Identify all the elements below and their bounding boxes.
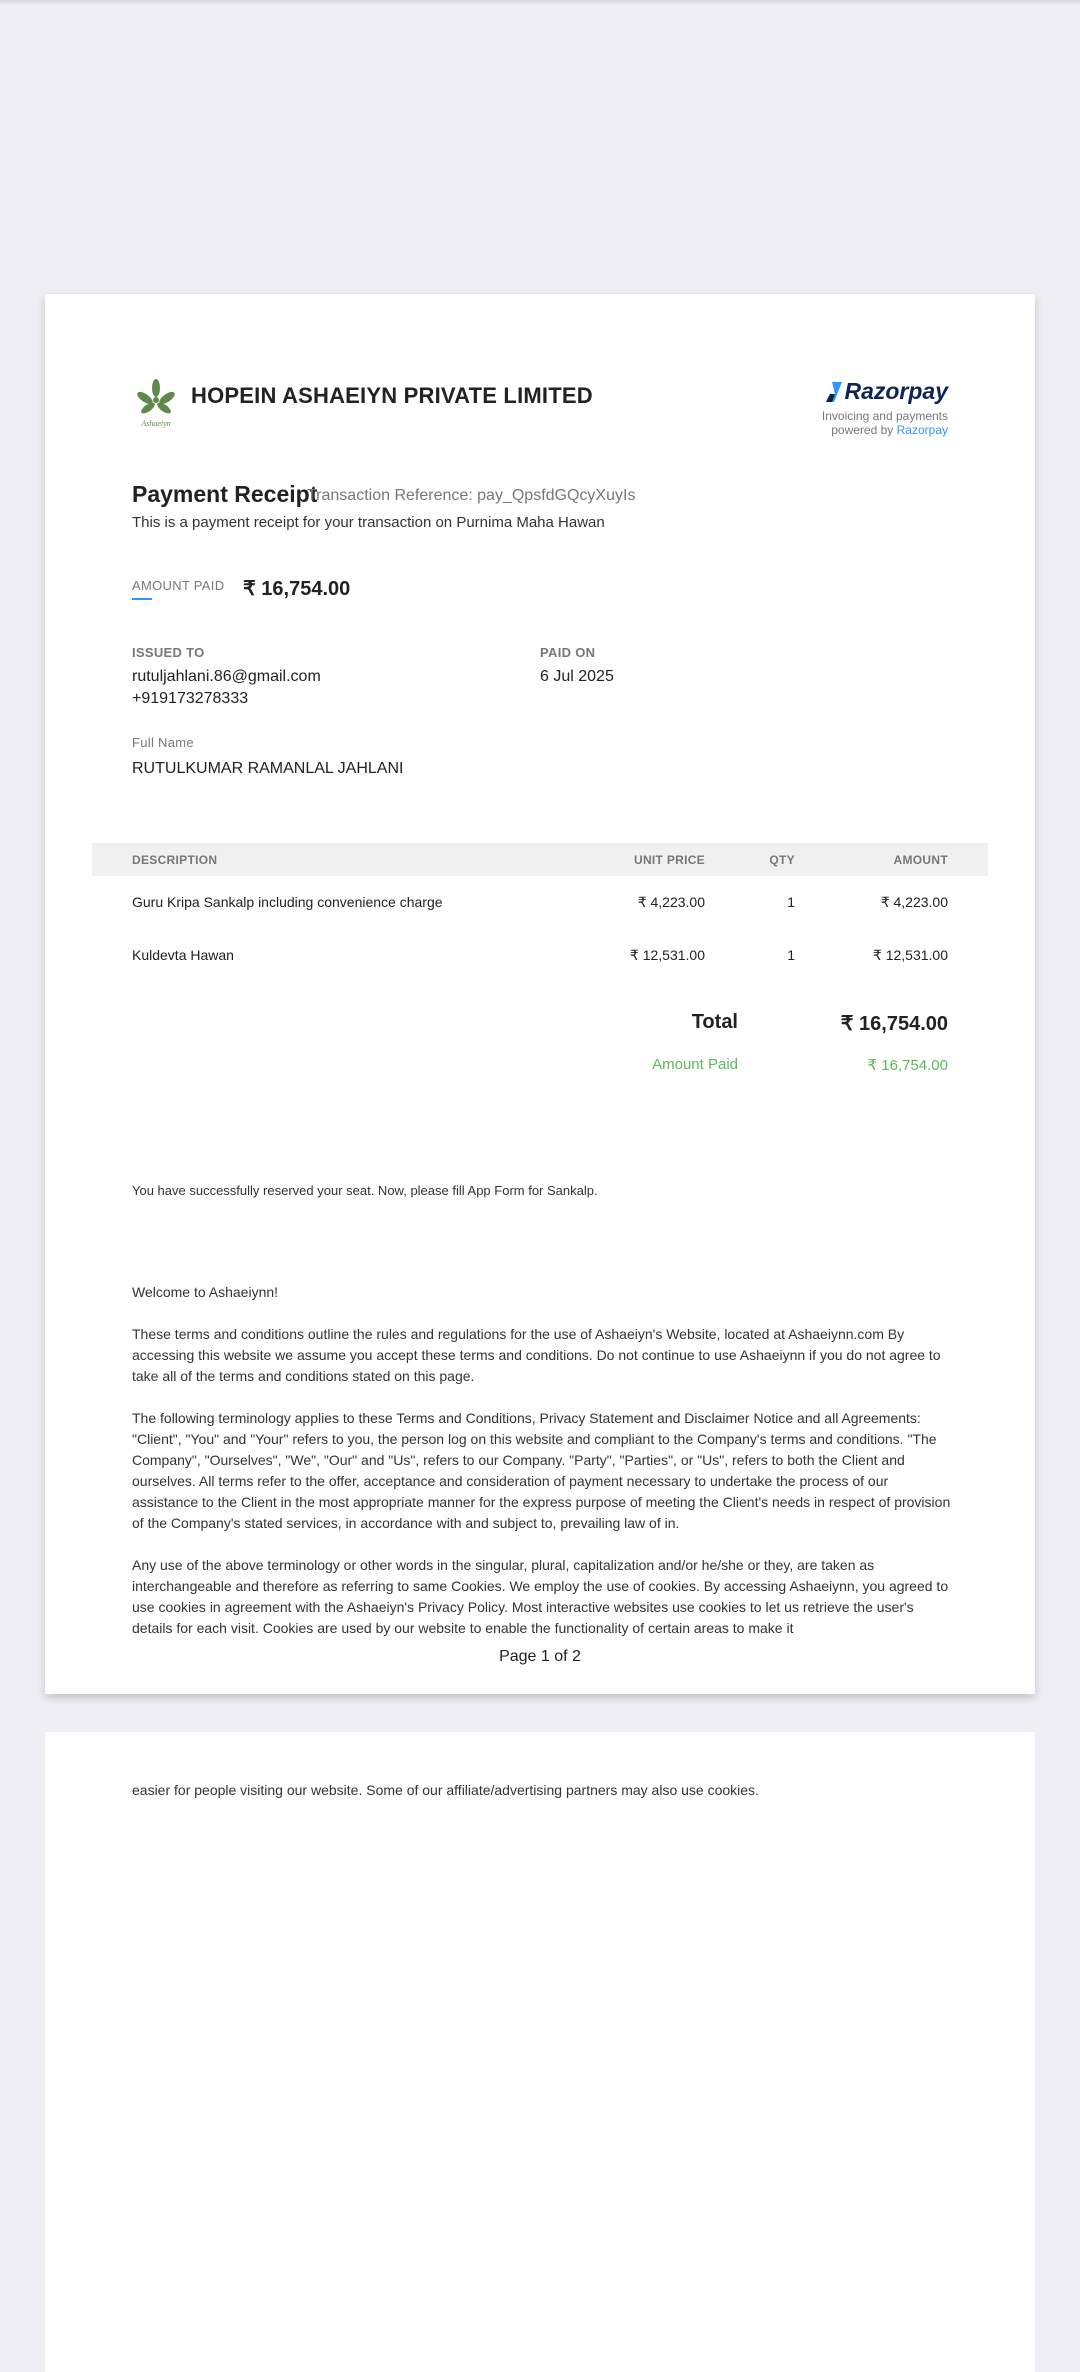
col-description-header: DESCRIPTION (132, 853, 218, 867)
transaction-reference: Transaction Reference: pay_QpsfdGQcyXuyIs (307, 487, 636, 504)
row-description: Guru Kripa Sankalp including convenience charge (132, 894, 443, 910)
razorpay-tagline (822, 409, 948, 437)
amount-paid-value: ₹ 16,754.00 (243, 578, 351, 600)
receipt-page-2 (45, 1732, 1035, 2372)
merchant-logo (133, 378, 179, 430)
company-name: HOPEIN ASHAEIYN PRIVATE LIMITED (191, 383, 593, 408)
reservation-note: You have successfully reserved your seat. Now, please fill App Form for Sankalp. (132, 1183, 598, 1198)
tagline-prefix: powered by (831, 423, 894, 437)
issued-to-phone: +919173278333 (132, 690, 249, 707)
row-unit-price: ₹ 12,531.00 (629, 947, 705, 963)
terms-welcome: Welcome to Ashaeiynn! (132, 1284, 279, 1300)
row-qty: 1 (787, 894, 795, 910)
issued-to-label: ISSUED TO (132, 645, 205, 660)
issued-to-email: rutuljahlani.86@gmail.com (132, 668, 321, 685)
row-description: Kuldevta Hawan (132, 947, 234, 963)
amount-paid-label: AMOUNT PAID (132, 578, 225, 593)
table-header (92, 843, 988, 876)
terms-paragraph-3: Any use of the above terminology or other words in the singular, plural, capitalization and/or he/she or they, are taken as interchangeable and therefore as referring to same Cookies. We employ the use of cookies. By accessing Ashaeiynn, you agreed to use cookies in agreement with the Ashaeiyn's Privacy Policy. Most interactive websites use cookies to let us retrieve the user's details for each visit. Cookies are used by our website to enable the functionality of certain areas to make it (132, 1557, 949, 1636)
full-name-value: RUTULKUMAR RAMANLAL JAHLANI (132, 760, 404, 777)
leaf-logo-icon (133, 378, 179, 430)
row-amount: ₹ 12,531.00 (872, 947, 948, 963)
paid-on-value: 6 Jul 2025 (540, 668, 614, 685)
terms-paragraph-2: The following terminology applies to these Terms and Conditions, Privacy Statement and Disclaimer Notice and all Agreements: "Client", "You" and "Your" refers to you, the person log on this website and compliant to the Company's terms and conditions. "The Company", "Ourselves", "We", "Our" and "Us", refers to our Company. "Party", "Parties", or "Us", refers to both the Client and ourselves. All terms refer to the offer, acceptance and consideration of payment necessary to undertake the process of our assistance to the Client in the most appropriate manner for the express purpose of meeting the Client's needs in respect of provision of the Company's stated services, in accordance with and subject to, prevailing law of in. (132, 1410, 951, 1531)
row-unit-price: ₹ 4,223.00 (637, 894, 705, 910)
receipt-description: This is a payment receipt for your transaction on Purnima Maha Hawan (132, 514, 605, 531)
razorpay-mark-icon (826, 382, 842, 402)
tagline-line2 (822, 423, 948, 437)
page-title: Payment Receipt (132, 481, 318, 507)
razorpay-branding (822, 378, 948, 437)
terms-paragraph-3-continued: easier for people visiting our website. Some of our affiliate/advertising partners may also use cookies. (132, 1782, 759, 1798)
razorpay-wordmark: Razorpay (844, 378, 948, 404)
page-number: Page 1 of 2 (499, 1648, 581, 1665)
full-name-label: Full Name (132, 735, 194, 750)
razorpay-logo (822, 378, 948, 405)
total-value: ₹ 16,754.00 (840, 1013, 948, 1035)
row-amount: ₹ 4,223.00 (880, 894, 948, 910)
total-label: Total (691, 1011, 738, 1033)
terms-paragraph-1: These terms and conditions outline the rules and regulations for the use of Ashaeiyn's Website, located at Ashaeiynn.com By accessing this website we assume you accept these terms and conditions. Do not continue to use Ashaeiynn if you do not agree to take all of the terms and conditions stated on this page. (132, 1326, 941, 1384)
logo-caption: Ashaeiyn (141, 419, 171, 428)
amount-paid-summary-label: Amount Paid (652, 1056, 738, 1073)
paid-on-label: PAID ON (540, 645, 596, 660)
row-qty: 1 (787, 947, 795, 963)
amount-label-underline (132, 598, 152, 600)
col-unit-price-header: UNIT PRICE (633, 853, 705, 867)
receipt-page-1 (45, 294, 1035, 1694)
amount-paid-summary-value: ₹ 16,754.00 (867, 1057, 948, 1074)
tagline-line1: Invoicing and payments (821, 409, 948, 423)
col-qty-header: QTY (769, 853, 795, 867)
tagline-brand-link[interactable]: Razorpay (896, 423, 948, 437)
col-amount-header: AMOUNT (893, 853, 948, 867)
viewer-top-shadow (0, 0, 1080, 6)
